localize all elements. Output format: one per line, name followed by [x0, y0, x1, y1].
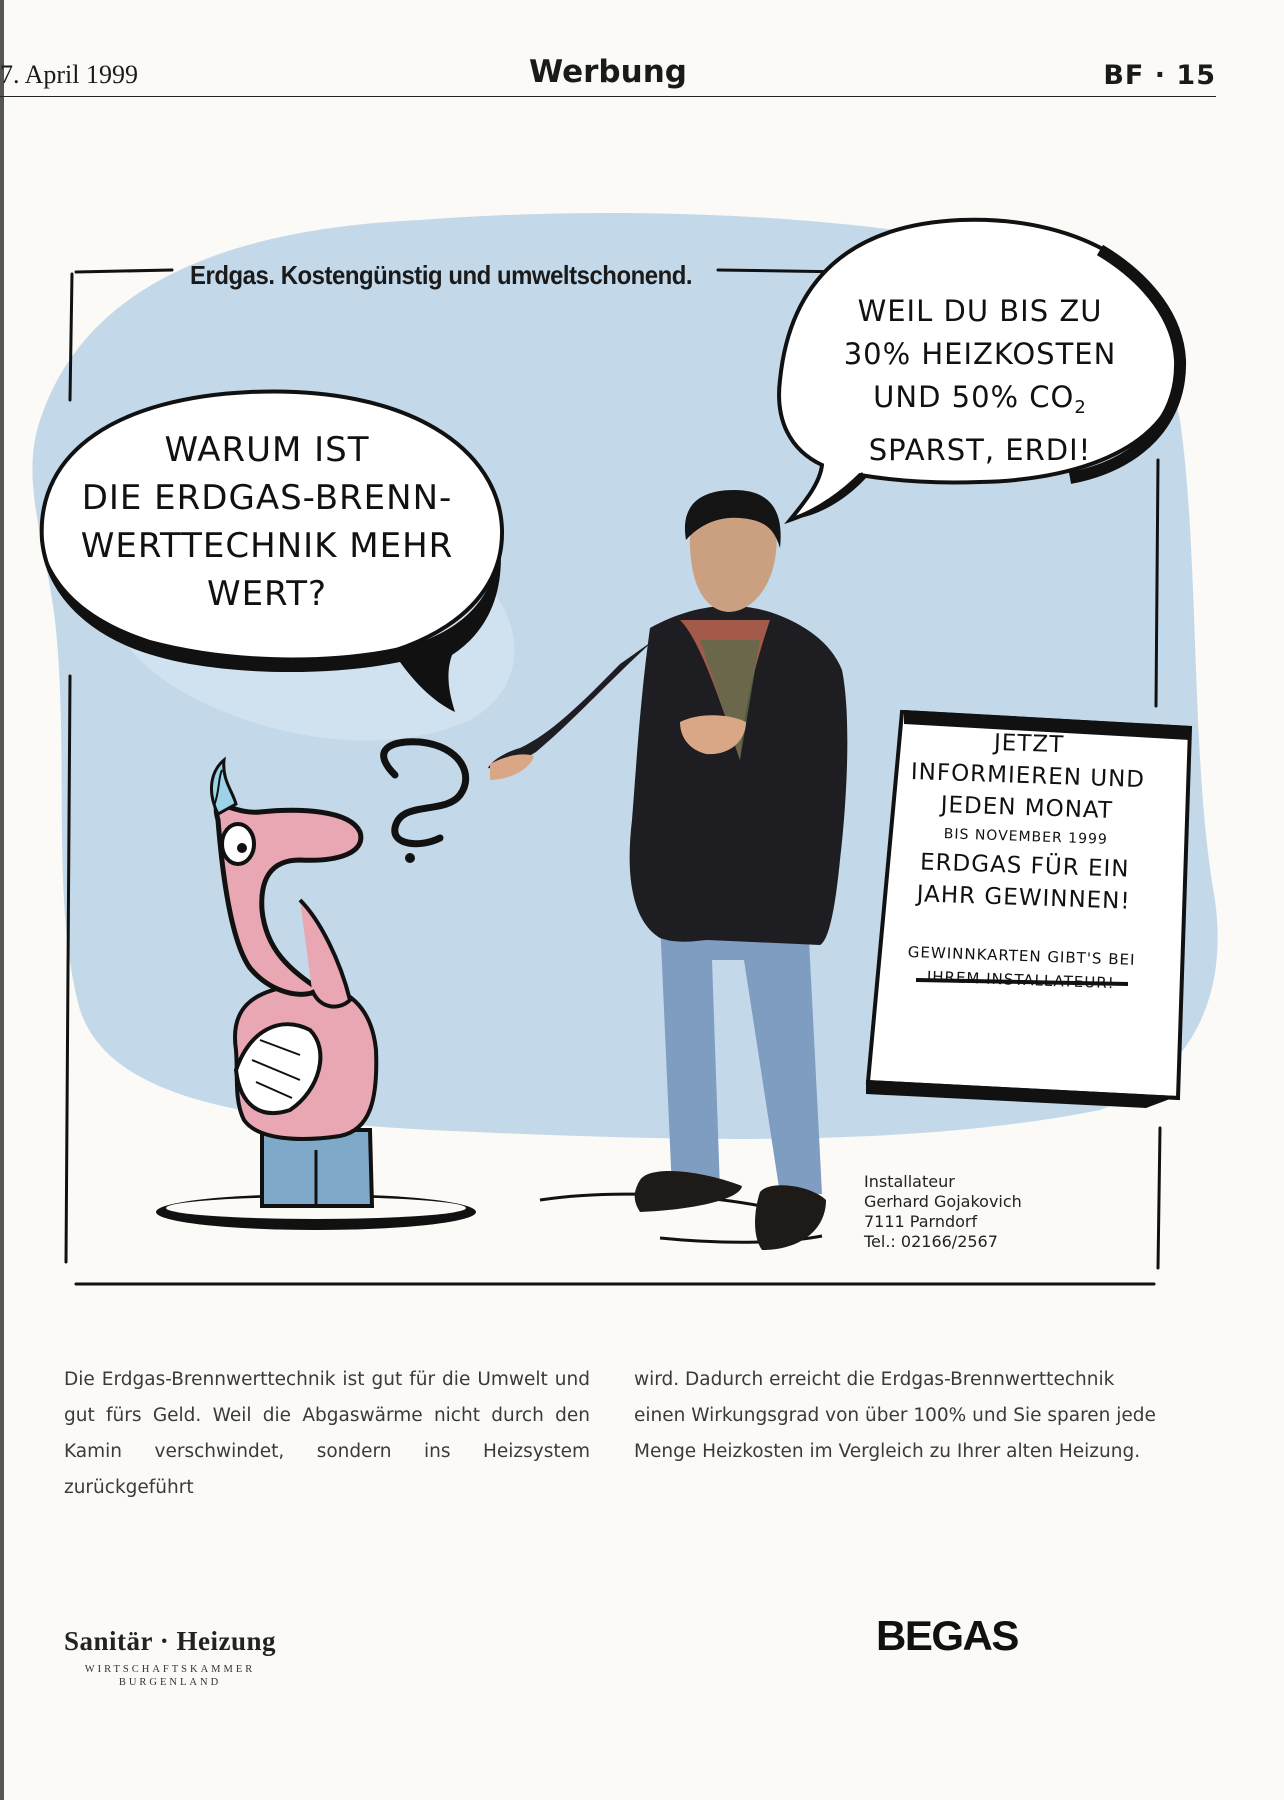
answer-line: SPARST, ERDI! — [868, 433, 1092, 467]
header-section: Werbung — [529, 54, 687, 90]
begas-logo-text: BEGAS — [876, 1612, 1018, 1659]
body-column-1: Die Erdgas-Brennwerttechnik ist gut für die Umwelt und gut fürs Geld. Weil die Abgaswärme nicht durch den Kamin verschwindet, sondern ins Heizsystem zurückgeführt — [64, 1369, 590, 1498]
promo-deadline: BIS NOVEMBER 1999 — [943, 826, 1109, 848]
question-bubble-text — [52, 426, 482, 618]
installer-line: Installateur — [864, 1172, 955, 1191]
question-line: WERTTECHNIK MEHR — [80, 526, 454, 566]
sanitaer-heizung-logo — [62, 1572, 278, 1689]
answer-line: 30% HEIZKOSTEN — [843, 337, 1117, 371]
installer-contact — [864, 1172, 1022, 1252]
promo-note-line: GEWINNKARTEN GIBT'S BEI — [907, 942, 1136, 969]
question-line: DIE ERDGAS-BRENN- — [81, 478, 453, 518]
promo-line: JEDEN MONAT — [940, 792, 1114, 825]
question-line: WERT? — [206, 574, 328, 614]
promo-note — [877, 939, 1165, 997]
installer-line: Gerhard Gojakovich — [864, 1192, 1022, 1211]
sanitaer-logo-name: Sanitär · Heizung — [63, 1626, 277, 1656]
promo-note-line: IHREM INSTALLATEUR! — [926, 967, 1116, 993]
sanitaer-logo-sub-line: WIRTSCHAFTSKAMMER — [84, 1664, 256, 1675]
answer-line: WEIL DU BIS ZU — [857, 294, 1103, 328]
answer-co2: UND 50% CO — [873, 380, 1075, 414]
answer-line — [830, 376, 1130, 429]
answer-co2-subscript: 2 — [1074, 397, 1087, 418]
promo-text — [877, 723, 1172, 997]
question-line: WARUM IST — [164, 430, 370, 470]
answer-bubble-text — [830, 290, 1130, 472]
question-dot-icon — [405, 853, 415, 863]
sanitaer-logo-sub — [62, 1663, 278, 1689]
ad-headline: Erdgas. Kostengünstig und umweltschonend. — [190, 260, 693, 290]
header-date: 7. April 1999 — [0, 60, 138, 89]
installer-line: Tel.: 02166/2567 — [864, 1232, 998, 1251]
body-column-2: wird. Dadurch erreicht die Erdgas-Brennwerttechnik einen Wirkungsgrad von über 100% und Sie sparen jede Menge Heizkosten im Vergleich zu Ihrer alten Heizung. — [634, 1369, 1156, 1462]
promo-line: JETZT — [993, 729, 1065, 759]
promo-line: ERDGAS FÜR EIN — [919, 849, 1130, 883]
header-page-number: BF · 15 — [1103, 60, 1216, 91]
installer-line: 7111 Parndorf — [864, 1212, 978, 1231]
promo-line: INFORMIEREN UND — [910, 758, 1146, 794]
sanitaer-logo-sub-line: BURGENLAND — [118, 1677, 222, 1688]
promo-line: JAHR GEWINNEN! — [916, 881, 1132, 915]
